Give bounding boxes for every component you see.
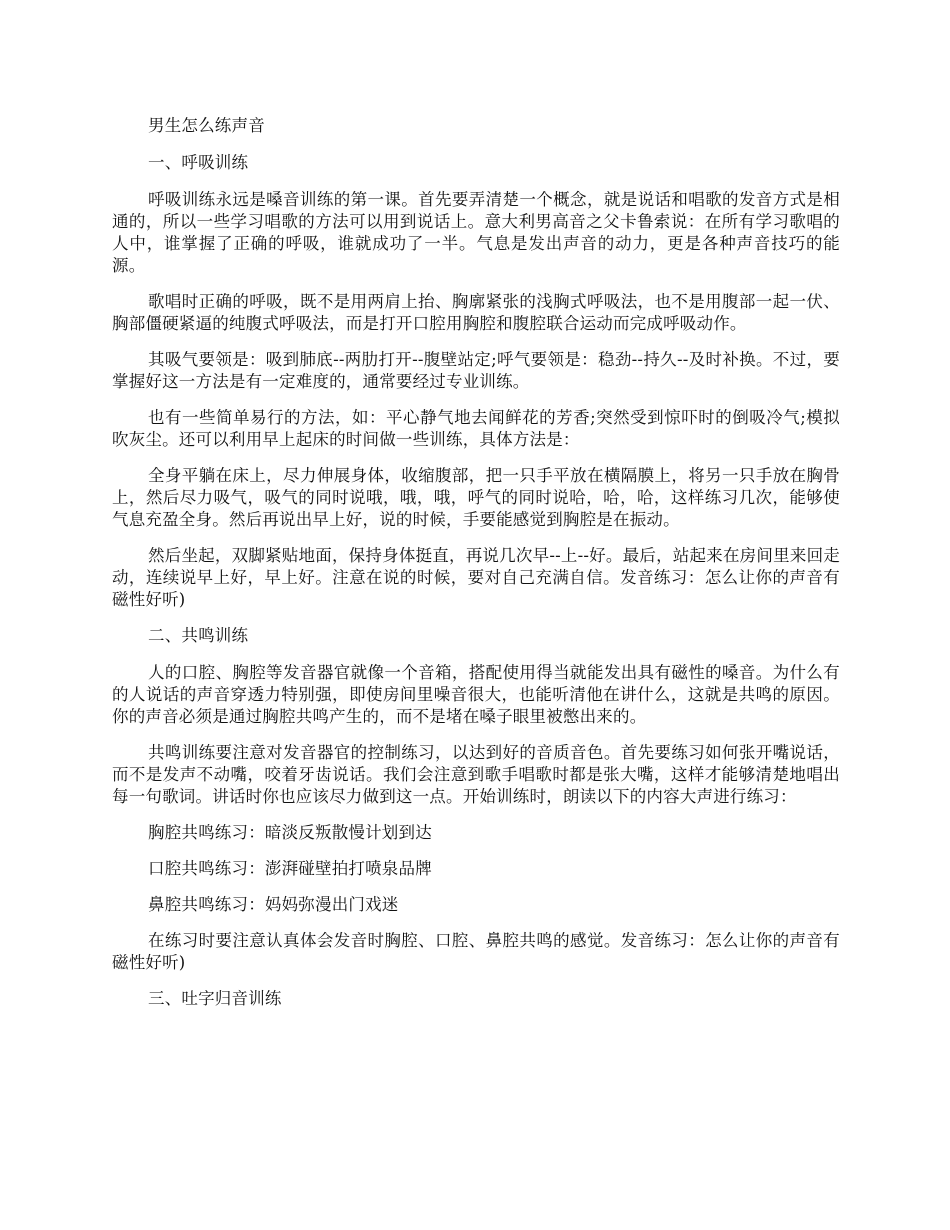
section-heading-breathing: 一、呼吸训练 [148, 153, 249, 172]
paragraph: 在练习时要注意认真体会发音时胸腔、口腔、鼻腔共鸣的感觉。发音练习：怎么让你的声音有磁性好听) [112, 931, 840, 972]
paragraph: 呼吸训练永远是嗓音训练的第一课。首先要弄清楚一个概念，就是说话和唱歌的发音方式是相通的，所以一些学习唱歌的方法可以用到说话上。意大利男高音之父卡鲁索说：在所有学习歌唱的人中，谁掌握了正确的呼吸，谁就成功了一半。气息是发出声音的动力，更是各种声音技巧的能源。 [112, 190, 840, 275]
paragraph: 人的口腔、胸腔等发音器官就像一个音箱，搭配使用得当就能发出具有磁性的嗓音。为什么有的人说话的声音穿透力特别强，即使房间里噪音很大，也能听清他在讲什么，这就是共鸣的原因。你的声音必须是通过胸腔共鸣产生的，而不是堵在嗓子眼里被憋出来的。 [112, 663, 840, 726]
paragraph: 歌唱时正确的呼吸，既不是用两肩上抬、胸廓紧张的浅胸式呼吸法，也不是用腹部一起一伏、胸部僵硬紧逼的纯腹式呼吸法，而是打开口腔用胸腔和腹腔联合运动而完成呼吸动作。 [112, 292, 840, 333]
section-heading-resonance: 二、共鸣训练 [148, 626, 249, 645]
practice-line-oral: 口腔共鸣练习：澎湃碰壁拍打喷泉品牌 [148, 859, 432, 878]
document-title: 男生怎么练声音 [148, 116, 265, 135]
paragraph: 然后坐起，双脚紧贴地面，保持身体挺直，再说几次早--上--好。最后，站起来在房间里来回走动，连续说早上好，早上好。注意在说的时候，要对自己充满自信。发音练习：怎么让你的声音有磁性好听) [112, 546, 840, 609]
document-page [112, 115, 840, 1025]
paragraph: 共鸣训练要注意对发音器官的控制练习，以达到好的音质音色。首先要练习如何张开嘴说话，而不是发声不动嘴，咬着牙齿说话。我们会注意到歌手唱歌时都是张大嘴，这样才能够清楚地唱出每一句歌词。讲话时你也应该尽力做到这一点。开始训练时，朗读以下的内容大声进行练习： [112, 743, 840, 806]
paragraph: 全身平躺在床上，尽力伸展身体，收缩腹部，把一只手平放在横隔膜上，将另一只手放在胸骨上，然后尽力吸气，吸气的同时说哦，哦，哦，呼气的同时说哈，哈，哈，这样练习几次，能够使气息充盈全身。然后再说出早上好，说的时候，手要能感觉到胸腔是在振动。 [112, 466, 840, 529]
paragraph: 也有一些简单易行的方法，如：平心静气地去闻鲜花的芳香;突然受到惊吓时的倒吸冷气;模拟吹灰尘。还可以利用早上起床的时间做一些训练，具体方法是： [112, 408, 840, 449]
practice-line-nasal: 鼻腔共鸣练习：妈妈弥漫出门戏迷 [148, 895, 399, 914]
paragraph: 其吸气要领是：吸到肺底--两肋打开--腹壁站定;呼气要领是：稳劲--持久--及时补换。不过，要掌握好这一方法是有一定难度的，通常要经过专业训练。 [112, 350, 840, 391]
section-heading-articulation: 三、吐字归音训练 [148, 989, 282, 1008]
practice-line-chest: 胸腔共鸣练习：暗淡反叛散慢计划到达 [148, 823, 432, 842]
